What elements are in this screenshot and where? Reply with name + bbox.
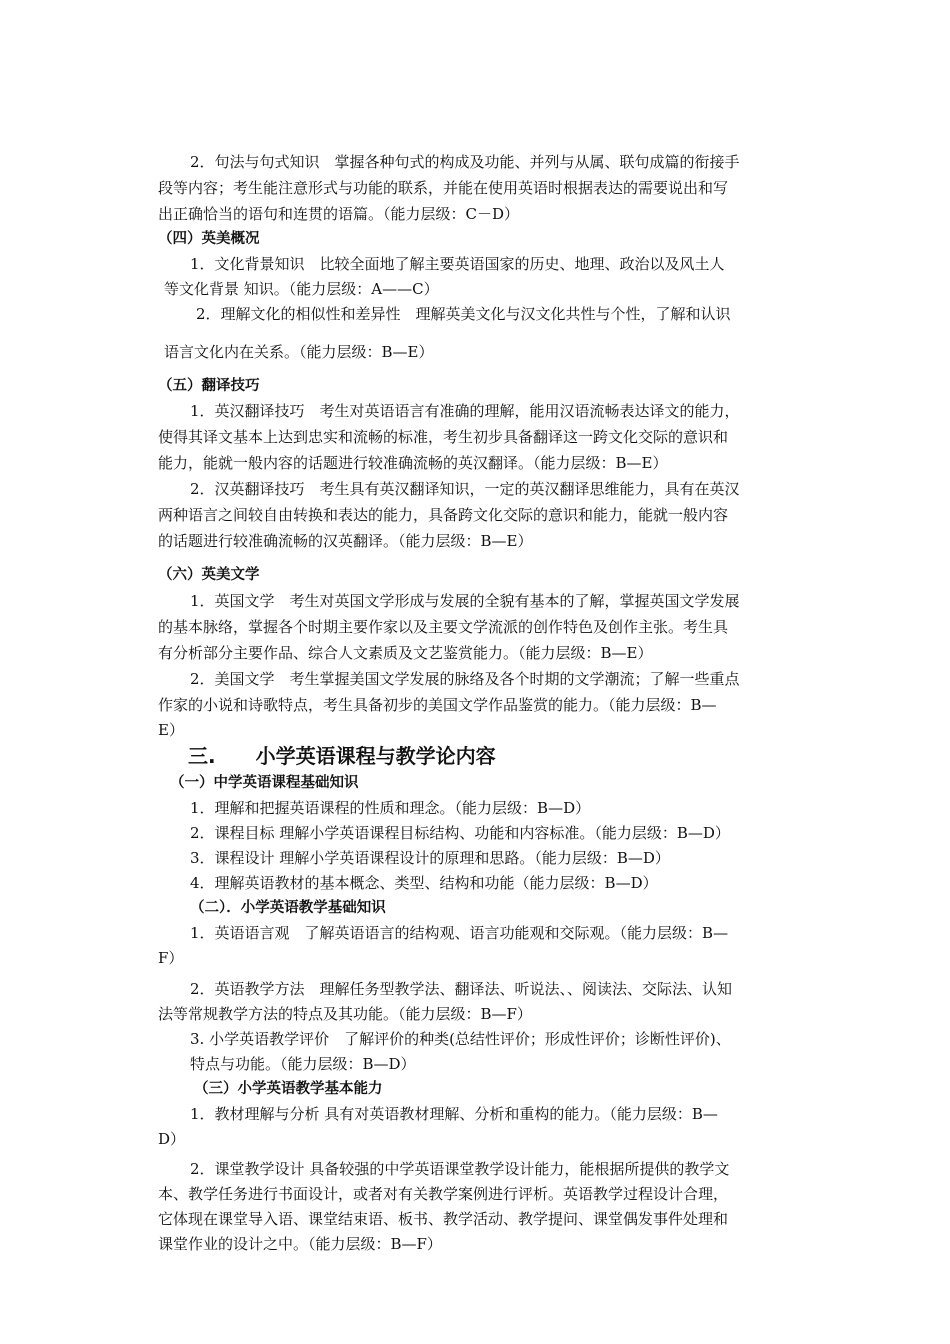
text-line: 有分析部分主要作品、综合人文素质及文艺鉴赏能力。（能力层级：B—E）	[158, 644, 653, 662]
text-line: 使得其译文基本上达到忠实和流畅的标准，考生初步具备翻译这一跨文化交际的意识和	[158, 428, 729, 446]
text-line: 1．文化背景知识 比较全面地了解主要英语国家的历史、地理、政治以及风土人	[190, 255, 725, 273]
text-line: 1．英语语言观 了解英语语言的结构观、语言功能观和交际观。（能力层级：B—	[190, 924, 729, 942]
text-line: 能力，能就一般内容的话题进行较准确流畅的英汉翻译。（能力层级：B—E）	[158, 454, 668, 472]
text-line: F）	[158, 949, 184, 967]
text-line: 2．汉英翻译技巧 考生具有英汉翻译知识，一定的英汉翻译思维能力，具有在英汉	[190, 480, 740, 498]
text-line: 法等常规教学方法的特点及其功能。（能力层级：B—F）	[158, 1005, 532, 1023]
section-heading: （四）英美概况	[158, 231, 260, 247]
text-line: 本、教学任务进行书面设计，或者对有关教学案例进行评析。英语教学过程设计合理，	[158, 1185, 729, 1203]
text-line: D）	[158, 1130, 186, 1148]
section-heading: （五）翻译技巧	[158, 378, 260, 394]
text-line: 1．教材理解与分析 具有对英语教材理解、分析和重构的能力。（能力层级：B—	[190, 1105, 718, 1123]
text-line: 3. 小学英语教学评价 了解评价的种类(总结性评价；形成性评价；诊断性评价)、	[190, 1030, 731, 1048]
text-line: 1．英汉翻译技巧 考生对英语语言有准确的理解，能用汉语流畅表达译文的能力，	[190, 402, 740, 420]
text-line: 1．理解和把握英语课程的性质和理念。（能力层级：B—D）	[190, 799, 591, 817]
text-line: 2．英语教学方法 理解任务型教学法、翻译法、听说法、、阅读法、交际法、认知	[190, 980, 733, 998]
text-line: 语言文化内在关系。（能力层级：B—E）	[164, 343, 434, 361]
text-line: 出正确恰当的语句和连贯的语篇。（能力层级：C－D）	[158, 205, 520, 223]
text-line: 它体现在课堂导入语、课堂结束语、板书、教学活动、教学提问、课堂偶发事件处理和	[158, 1210, 729, 1228]
text-line: 2．美国文学 考生掌握美国文学发展的脉络及各个时期的文学潮流；了解一些重点	[190, 670, 740, 688]
section-heading: （六）英美文学	[158, 567, 260, 583]
section-heading: （二）．小学英语教学基础知识	[190, 900, 386, 916]
section-heading: （一）中学英语课程基础知识	[170, 775, 359, 791]
text-line: 特点与功能。（能力层级：B—D）	[190, 1055, 416, 1073]
text-line: E）	[158, 721, 184, 739]
text-line: 2．句法与句式知识 掌握各种句式的构成及功能、并列与从属、联句成篇的衔接手	[190, 153, 740, 171]
text-line: 2．课程目标 理解小学英语课程目标结构、功能和内容标准。（能力层级：B—D）	[190, 824, 730, 842]
text-line: 的基本脉络，掌握各个时期主要作家以及主要文学流派的创作特色及创作主张。考生具	[158, 618, 729, 636]
text-line: 4．理解英语教材的基本概念、类型、结构和功能（能力层级：B—D）	[190, 874, 658, 892]
text-line: 3．课程设计 理解小学英语课程设计的原理和思路。（能力层级：B—D）	[190, 849, 670, 867]
text-line: 2．理解文化的相似性和差异性 理解英美文化与汉文化共性与个性，了解和认识	[196, 305, 731, 323]
text-line: 两种语言之间较自由转换和表达的能力，具备跨文化交际的意识和能力，能就一般内容	[158, 506, 729, 524]
section-heading: （三）小学英语教学基本能力	[194, 1081, 383, 1097]
text-line: 课堂作业的设计之中。（能力层级：B—F）	[158, 1235, 442, 1253]
text-line: 等文化背景 知识。（能力层级：A——C）	[164, 280, 439, 298]
text-line: 2．课堂教学设计 具备较强的中学英语课堂教学设计能力，能根据所提供的教学文	[190, 1160, 730, 1178]
text-line: 段等内容；考生能注意形式与功能的联系，并能在使用英语时根据表达的需要说出和写	[158, 179, 729, 197]
text-line: 1．英国文学 考生对英国文学形成与发展的全貌有基本的了解，掌握英国文学发展	[190, 592, 740, 610]
chapter-heading: 三. 小学英语课程与教学论内容	[188, 744, 496, 768]
text-line: 作家的小说和诗歌特点，考生具备初步的美国文学作品鉴赏的能力。（能力层级：B—	[158, 696, 717, 714]
text-line: 的话题进行较准确流畅的汉英翻译。（能力层级：B—E）	[158, 532, 533, 550]
